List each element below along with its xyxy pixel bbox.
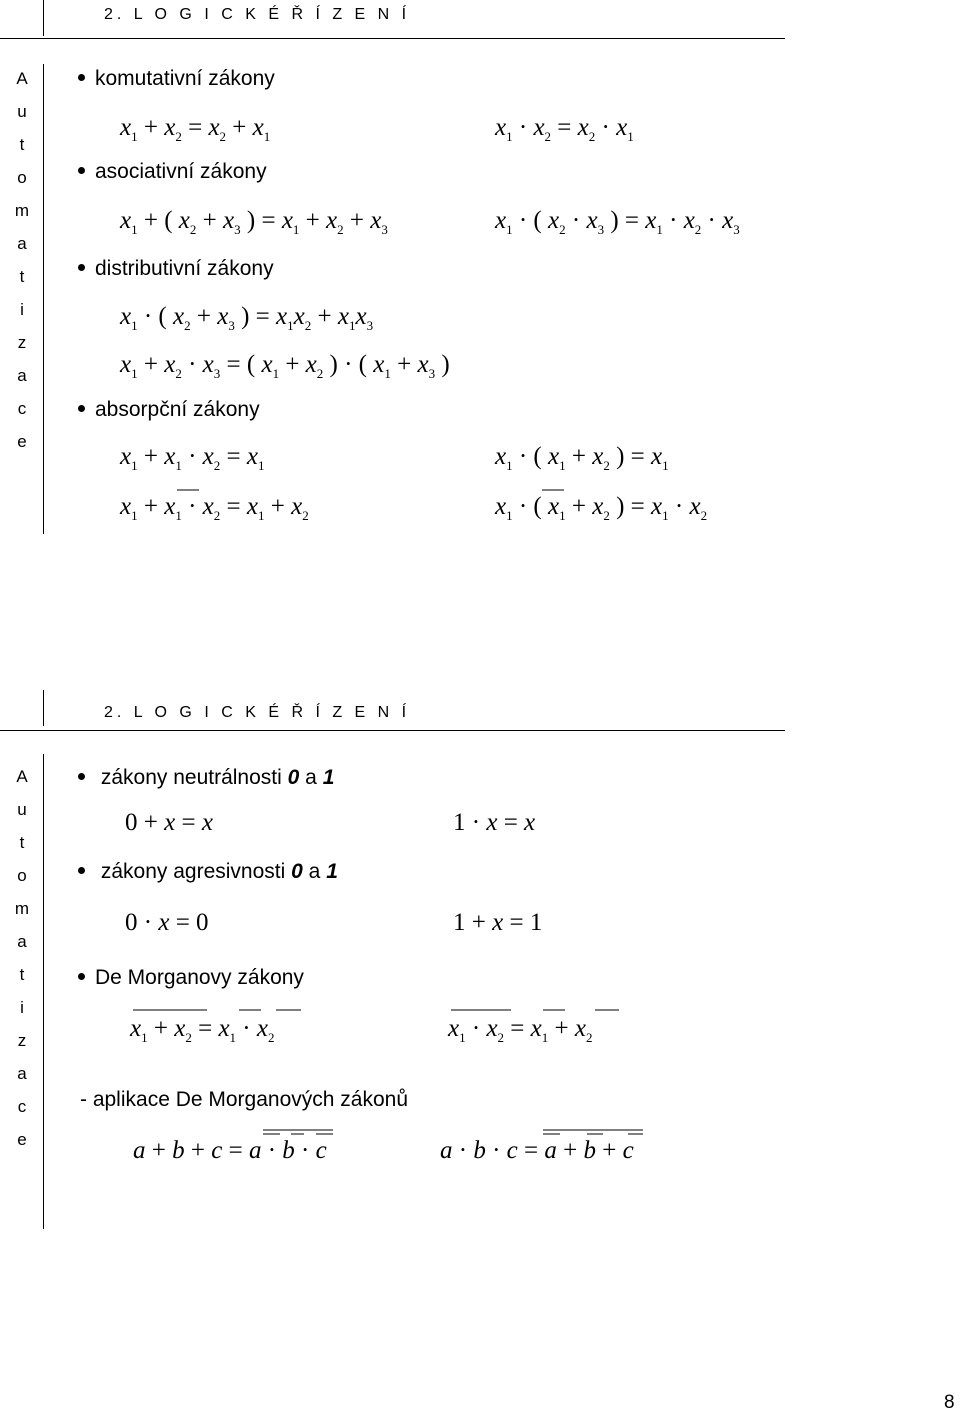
formula-asociativni-and (490, 200, 760, 240)
top-divider-vertical (43, 690, 44, 726)
formula-aplikace-1 (128, 1122, 348, 1166)
formula-absorpcni-4 (490, 482, 750, 526)
svg-text:x1 · ( x1 + x2 ) = x1: $x_1$ · ( $x_1 + x_2$ ) = $x_1$ (495, 443, 669, 473)
side-letters: A u t o m a t i z a c e (14, 69, 30, 451)
svg-text:x1 · x2 = x1 + x2: $x_1 \cdot x_2 = x_1 + x_2$ (448, 1015, 593, 1045)
bullet-komutativni: komutativní zákony (78, 67, 275, 91)
formula-distributivni-1 (115, 296, 435, 336)
svg-text:x1 + x1 · x2 = x1 + x2: $x_1 + x_1 \cdot x_2 = x_1 + x_2$ (120, 493, 309, 523)
title-underline (0, 730, 785, 731)
svg-text:0 · x = 0: 0 · x = 0 (125, 909, 209, 936)
svg-text:a · b · c = a + b + c: a · b · c = a + b + c (440, 1137, 634, 1164)
aplikace-heading: - aplikace De Morganových zákonů (80, 1088, 409, 1111)
svg-text:x1 + x1 · x2 = x1: $x_1 + x_1 \cdot x_2 = x_1$ (120, 443, 265, 473)
slide-title: 2. L O G I C K É Ř Í Z E N Í (104, 6, 411, 23)
formula-demorgan-2 (443, 1002, 643, 1046)
bullet-neutralnosti: zákony neutrálnosti 0 a 1 (78, 766, 334, 790)
formula-neutralnosti-or (120, 804, 280, 840)
svg-text:x1 + x2 = x1 · x2: $x_1 + x_2 = x_1 \cdot x_2$ (130, 1015, 275, 1045)
formula-distributivni-2 (115, 344, 495, 384)
svg-text:x1 + x2 = x2 + x1: $x_1 + x_2 = x_2 + x_1$ (120, 114, 271, 144)
slide-2 (0, 690, 790, 1230)
svg-text:1 · x = x: 1 · x = x (453, 809, 536, 836)
svg-text:0 + x = x: 0 + x = x (125, 809, 213, 836)
side-letters: A u t o m a t i z a c e (14, 767, 30, 1149)
formula-agresivnosti-or (448, 904, 598, 940)
formula-neutralnosti-and (448, 804, 588, 840)
formula-absorpcni-2 (490, 436, 710, 476)
bullet-demorgan: De Morganovy zákony (78, 966, 304, 990)
bullet-absorpcni: absorpční zákony (78, 398, 260, 422)
svg-text:x1 · ( x2 + x3 ) = x1x2 + x1x3: $x_1$ · ( $x_2 + x_3$ ) = $x_1x_2 + x_1x_3$ (120, 303, 374, 333)
left-divider (43, 754, 44, 1229)
svg-text:x1 + ( x2 + x3 ) = x1 + x2 + x: $x_1$ + ( $x_2 + x_3$ ) = $x_1 + x_2 + x_3$ (120, 207, 388, 237)
formula-agresivnosti-and (120, 904, 270, 940)
formula-demorgan-1 (125, 1002, 325, 1046)
svg-text:x1 · x2 = x2 · x1: $x_1 \cdot x_2 = x_2 \cdot x_1$ (495, 114, 634, 144)
slide-1 (0, 0, 790, 540)
bullet-agresivnosti: zákony agresivnosti 0 a 1 (78, 860, 338, 884)
bullet-distributivni: distributivní zákony (78, 257, 274, 281)
formula-komutativni-or (115, 110, 345, 146)
title-underline (0, 38, 785, 39)
svg-text:x1 · ( x2 · x3 ) = x1 · x2 · x: $x_1$ · ( $x_2 \cdot x_3$ ) = $x_1 \cdot x_2 \cdot x_3$ (495, 207, 740, 237)
bullet-asociativni: asociativní zákony (78, 160, 267, 184)
slide-title: 2. L O G I C K É Ř Í Z E N Í (104, 704, 411, 721)
svg-text:a + b + c = a · b · c: a + b + c = a · b · c (133, 1137, 327, 1164)
svg-text:x1 · ( x1 + x2 ) = x1 · x2: $x_1$ · ( $x_1 + x_2$ ) = $x_1 \cdot x_2$ (495, 493, 708, 523)
top-divider-vertical (43, 0, 44, 36)
formula-komutativni-and (490, 110, 690, 146)
formula-absorpcni-1 (115, 436, 315, 476)
left-divider (43, 64, 44, 534)
formula-aplikace-2 (435, 1122, 655, 1166)
formula-absorpcni-3 (115, 482, 375, 526)
svg-text:1 + x = 1: 1 + x = 1 (453, 909, 543, 936)
svg-text:x1 + x2 · x3 = ( x1 + x2 ) · (: $x_1 + x_2 \cdot x_3$ = ( $x_1 + x_2$ ) · ( $x_1 + x_3$ ) (120, 351, 450, 381)
page-number: 8 (944, 1392, 955, 1413)
formula-asociativni-or (115, 200, 445, 240)
